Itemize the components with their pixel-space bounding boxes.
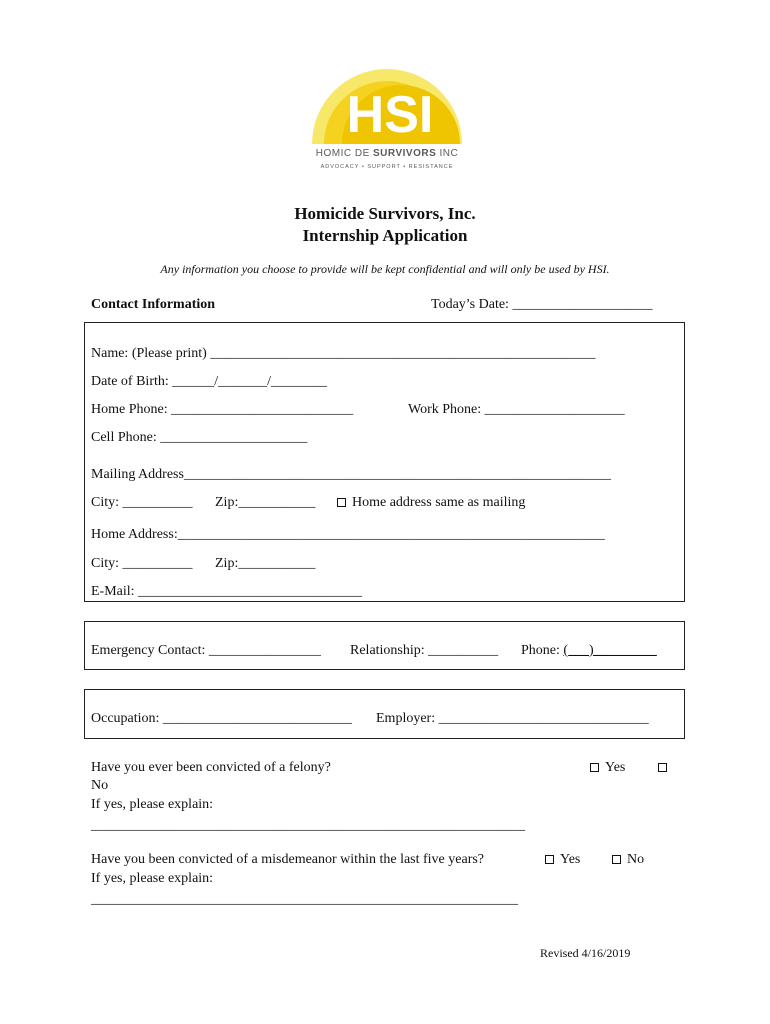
felony-no-label: No <box>91 778 109 793</box>
contact-section-label: Contact Information <box>91 297 216 312</box>
mailing-zip-field[interactable]: Zip:___________ <box>215 495 316 510</box>
felony-yes-option[interactable] <box>590 760 625 776</box>
misdemeanor-no-checkbox[interactable] <box>612 855 621 864</box>
misdemeanor-yes-option[interactable] <box>545 852 580 868</box>
logo-org-line: HOMIC DE SURVIVORS INC <box>315 148 459 159</box>
felony-no-checkbox[interactable] <box>658 763 667 772</box>
felony-yes-label: Yes <box>605 760 626 775</box>
felony-no-option[interactable] <box>658 760 673 776</box>
name-field[interactable]: Name: (Please print) _______________________________________________________ <box>91 346 596 361</box>
emergency-phone-label: Phone: <box>521 643 560 658</box>
same-as-mailing-label: Home address same as mailing <box>352 495 526 510</box>
logo-tagline: ADVOCACY • SUPPORT • RESISTANCE <box>320 164 454 170</box>
cell-phone-field[interactable]: Cell Phone: _____________________ <box>91 430 308 445</box>
emergency-contact-field[interactable]: Emergency Contact: ________________ <box>91 643 321 658</box>
relationship-field[interactable]: Relationship: __________ <box>350 643 499 658</box>
misdemeanor-yes-label: Yes <box>560 852 581 867</box>
home-city-field[interactable]: City: __________ <box>91 556 193 571</box>
misdemeanor-question: Have you been convicted of a misdemeanor within the last five years? <box>91 852 485 867</box>
felony-question: Have you ever been convicted of a felony? <box>91 760 331 775</box>
todays-date-field[interactable]: Today’s Date: ____________________ <box>431 297 653 312</box>
form-title <box>0 203 770 247</box>
same-as-mailing-option[interactable] <box>337 495 525 511</box>
misdemeanor-yes-checkbox[interactable] <box>545 855 554 864</box>
confidential-note: Any information you choose to provide will be kept confidential and will only be used by HSI. <box>160 262 610 276</box>
home-phone-field[interactable]: Home Phone: __________________________ <box>91 402 354 417</box>
title-org: Homicide Survivors, Inc. <box>294 204 476 223</box>
logo-letters: HSI <box>346 86 434 144</box>
hsi-logo <box>302 44 472 174</box>
misdemeanor-no-label: No <box>627 852 645 867</box>
revised-date: Revised 4/16/2019 <box>540 946 631 960</box>
felony-explain-line[interactable]: ______________________________________________________________ <box>91 818 525 833</box>
home-address-field[interactable]: Home Address:_____________________________________________________________ <box>91 527 605 542</box>
felony-yes-checkbox[interactable] <box>590 763 599 772</box>
mailing-city-field[interactable]: City: __________ <box>91 495 193 510</box>
misdemeanor-no-option[interactable] <box>612 852 644 868</box>
misdemeanor-explain-line[interactable]: _____________________________________________________________ <box>91 892 518 907</box>
misdemeanor-explain-label: If yes, please explain: <box>91 871 214 886</box>
emergency-phone-field[interactable] <box>521 643 657 659</box>
email-field[interactable]: E-Mail: ________________________________ <box>91 584 363 599</box>
same-as-mailing-checkbox[interactable] <box>337 498 346 507</box>
title-form: Internship Application <box>302 226 468 245</box>
home-zip-field[interactable]: Zip:___________ <box>215 556 316 571</box>
felony-explain-label: If yes, please explain: <box>91 797 214 812</box>
emergency-phone-blank[interactable]: (___)_________ <box>563 643 657 658</box>
work-phone-field[interactable]: Work Phone: ____________________ <box>408 402 625 417</box>
mailing-address-field[interactable]: Mailing Address_____________________________________________________________ <box>91 467 611 482</box>
dob-field[interactable]: Date of Birth: ______/_______/________ <box>91 374 328 389</box>
employer-field[interactable]: Employer: ______________________________ <box>376 711 649 726</box>
occupation-field[interactable]: Occupation: ___________________________ <box>91 711 352 726</box>
